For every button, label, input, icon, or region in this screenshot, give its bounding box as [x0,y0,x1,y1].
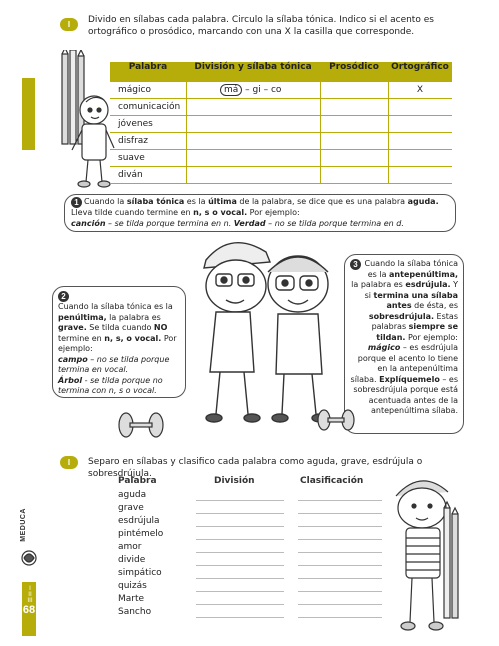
rule-emphasis: aguda. [407,197,439,206]
row-prosodico [320,82,388,96]
rule-text: Lleva tilde cuando termine en [71,208,194,217]
exercise-number-badge: I [60,456,78,469]
list-item: grave [118,503,144,513]
list-item: simpático [118,568,162,578]
sidebar-accent-bar [22,78,35,150]
example-word: canción [71,218,106,228]
table-row [110,167,452,184]
row-word: mágico [118,85,151,95]
column-divider [186,82,187,184]
rule-emphasis: sobresdrújula. [368,311,435,321]
list-item: amor [118,542,142,552]
table-row [110,133,452,150]
list-item: quizás [118,581,147,591]
esdrujula-rule-bubble [344,254,464,434]
header-prosodico: Prosódico [329,62,379,72]
row-word: jóvenes [118,119,153,129]
rule-text: Cuando la [84,197,127,206]
rule-emphasis: n, s, o vocal. [104,333,162,343]
rule-text: la palabra es [106,312,161,322]
rule-emphasis: última [208,197,237,206]
row-word: suave [118,153,145,163]
dumbbell-icon [316,408,356,432]
list-item: esdrújula [118,516,160,526]
rule-text: de la palabra, se dice que es una palabra [236,197,408,206]
list-item: Sancho [118,607,152,617]
two-boys-with-glasses-illustration [186,230,346,430]
classification-answer-line[interactable] [298,552,382,553]
meduca-logo-icon [20,528,38,578]
rule-text: Por ejemplo: [58,333,177,353]
table-row [110,99,452,116]
list-item: Marte [118,594,145,604]
rule-text: Estas palabras [371,311,458,331]
column-header-division: División [214,476,255,486]
rule-emphasis: esdrújula. [405,280,451,289]
table-row [110,150,452,167]
column-header-palabra: Palabra [118,476,157,486]
rule-text: es la [184,197,209,206]
classification-answer-line[interactable] [298,604,382,605]
example-text: – se tilda porque termina en n. [105,218,234,228]
example-word: Explíquemelo [379,374,440,384]
division-rest: – gi – co [242,85,282,95]
brand-label: MEDUCA [20,508,27,542]
table-header [110,62,452,82]
column-divider [320,82,321,184]
grave-rule-bubble [52,286,186,398]
example-text: - se tilda porque no termina con n, s o vocal. [58,375,163,395]
rule-text: termine en [58,333,105,343]
example-word: campo [58,354,88,364]
example-word: mágico [367,343,401,352]
rule-emphasis: NO [153,323,168,332]
division-answer-line[interactable] [196,604,284,605]
rule-text: – es sobresdrújula porque está acentuada antes de la antepenúltima sílaba. [353,374,458,415]
tonic-syllable-circle: má [220,84,242,96]
classification-answer-line[interactable] [298,591,382,592]
division-answer-line[interactable] [196,500,284,501]
exercise-instruction: Separo en sílabas y clasifico cada palabra como aguda, grave, esdrújula o sobresdrújula. [88,457,423,479]
level-marks: I II III [27,585,33,604]
header-division: División y sílaba tónica [194,62,312,72]
rule-emphasis: grave. [58,323,87,332]
rule-text: Cuando la sílaba tónica es la [58,302,173,311]
rule-number-badge: 1 [71,197,82,208]
list-item: divide [118,555,146,565]
row-division [220,82,281,96]
table-row [110,116,452,133]
example-text: – no se tilda porque termina en vocal. [58,354,170,374]
rule-emphasis: sílaba tónica [126,197,185,206]
example-text: – no se tilda porque termina en d. [265,218,404,228]
example-word: Verdad [233,218,266,228]
division-answer-line[interactable] [196,617,284,618]
classification-answer-line[interactable] [298,513,382,514]
syllable-table [110,62,452,184]
rule-text: Y si [364,280,458,300]
classification-answer-line[interactable] [298,565,382,566]
division-answer-line[interactable] [196,552,284,553]
header-ortografico: Ortográfico [391,62,449,72]
rule-text: Cuando la sílaba tónica es la [364,259,458,279]
rule-text: la palabra es [351,280,406,289]
boy-with-pencils-illustration [386,468,466,638]
header-palabra: Palabra [128,62,168,72]
classification-answer-line[interactable] [298,539,382,540]
table-row [110,82,452,99]
rule-text: Se tilda cuando [86,323,154,332]
dumbbell-icon [116,410,166,440]
classification-answer-line[interactable] [298,578,382,579]
rule-emphasis: termina una sílaba antes [373,290,458,310]
division-answer-line[interactable] [196,591,284,592]
row-word: comunicación [118,102,181,112]
column-header-clasificacion: Clasificación [300,476,364,486]
classification-answer-line[interactable] [298,500,382,501]
division-answer-line[interactable] [196,565,284,566]
classification-answer-line[interactable] [298,526,382,527]
classification-answer-line[interactable] [298,617,382,618]
page-number: 68 [22,604,36,616]
rule-number-badge: 3 [350,259,361,270]
rule-emphasis: penúltima, [58,312,107,322]
example-word: Árbol [58,375,83,385]
division-answer-line[interactable] [196,578,284,579]
division-answer-line[interactable] [196,513,284,514]
list-item: aguda [118,490,147,500]
row-word: disfraz [118,136,149,146]
exercise-instruction: Divido en sílabas cada palabra. Circulo la sílaba tónica. Indico si el acento es ortográfico o prosódico, marcando con una X la casilla que corresponde. [88,15,434,37]
exercise-number-badge: I [60,18,78,31]
aguda-rule-bubble [64,194,456,232]
rule-text: Por ejemplo: [405,332,458,342]
division-answer-line[interactable] [196,539,284,540]
rule-emphasis: n, s o vocal. [193,208,248,217]
row-ortografico: X [416,85,424,95]
rule-text: de ésta, es [411,301,458,310]
list-item: pintémelo [118,529,164,539]
rule-emphasis: antepenúltima, [389,269,458,279]
rule-text: Por ejemplo: [247,208,300,217]
row-word: diván [118,170,143,180]
rule-emphasis: siempre se tildan. [376,322,458,342]
rule-number-badge: 2 [58,291,69,302]
rule-text: – es esdrújula porque el acento lo tiene en la antepenúltima sílaba. [350,343,458,384]
column-divider [388,82,389,184]
division-answer-line[interactable] [196,526,284,527]
